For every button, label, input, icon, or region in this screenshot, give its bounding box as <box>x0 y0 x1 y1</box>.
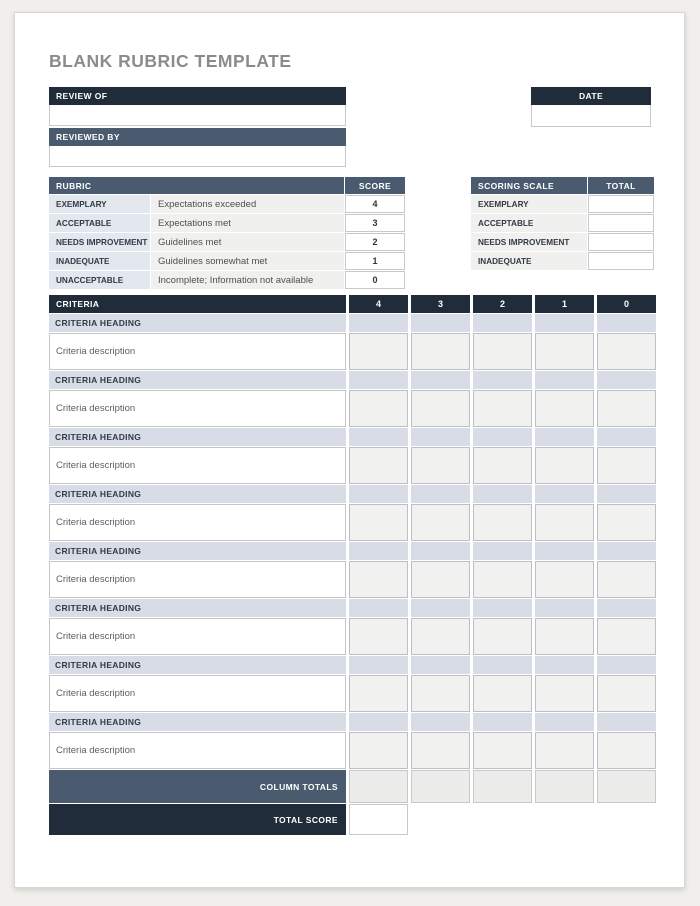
criteria-heading[interactable]: CRITERIA HEADING <box>49 542 346 560</box>
scoring-scale-total-cell[interactable] <box>588 214 654 232</box>
criteria-score-cell[interactable] <box>597 504 656 541</box>
scoring-scale-header <box>471 177 654 194</box>
criteria-heading-score-cell <box>473 713 532 731</box>
criteria-heading-score-cell <box>349 371 408 389</box>
criteria-heading-score-cell <box>411 314 470 332</box>
criteria-heading-score-cell <box>349 485 408 503</box>
total-score-cell[interactable] <box>349 804 408 835</box>
rubric-level-label: INADEQUATE <box>49 252 150 270</box>
criteria-heading-score-cell <box>535 656 594 674</box>
criteria-table-header <box>49 295 656 313</box>
criteria-heading-score-cell <box>535 713 594 731</box>
criteria-heading-row <box>49 314 656 332</box>
date-block <box>531 87 651 127</box>
review-of-input[interactable] <box>49 105 346 126</box>
criteria-heading-score-cell <box>349 599 408 617</box>
criteria-score-cell[interactable] <box>349 618 408 655</box>
criteria-score-cell[interactable] <box>473 732 532 769</box>
rubric-level-label: EXEMPLARY <box>49 195 150 213</box>
rubric-level-label: NEEDS IMPROVEMENT <box>49 233 150 251</box>
scoring-scale-row <box>471 252 654 270</box>
criteria-heading-score-cell <box>473 314 532 332</box>
review-of-block <box>49 87 346 126</box>
criteria-score-cell[interactable] <box>349 390 408 427</box>
criteria-score-cell[interactable] <box>597 333 656 370</box>
criteria-score-cell[interactable] <box>473 675 532 712</box>
criteria-description-row <box>49 333 656 370</box>
criteria-score-cell[interactable] <box>411 504 470 541</box>
rubric-level-description: Incomplete; Information not available <box>151 271 344 289</box>
criteria-score-cell[interactable] <box>535 390 594 427</box>
criteria-description-row <box>49 390 656 427</box>
criteria-score-cell[interactable] <box>535 618 594 655</box>
criteria-score-cell[interactable] <box>535 732 594 769</box>
scoring-scale-level-label: ACCEPTABLE <box>471 214 587 232</box>
criteria-score-cell[interactable] <box>411 732 470 769</box>
criteria-heading-score-cell <box>411 656 470 674</box>
criteria-score-column-header: 1 <box>535 295 594 313</box>
criteria-score-cell[interactable] <box>473 504 532 541</box>
rubric-score-value: 2 <box>345 233 405 251</box>
criteria-score-cell[interactable] <box>535 675 594 712</box>
scoring-scale-table <box>471 177 654 290</box>
criteria-heading-score-cell <box>411 371 470 389</box>
scoring-scale-rows <box>471 195 654 270</box>
criteria-score-cell[interactable] <box>597 561 656 598</box>
page-title: BLANK RUBRIC TEMPLATE <box>49 51 292 71</box>
reviewed-by-header: REVIEWED BY <box>49 128 346 146</box>
criteria-description-row <box>49 447 656 484</box>
total-score-row <box>49 804 656 835</box>
scoring-scale-row <box>471 233 654 251</box>
review-fields <box>49 87 346 167</box>
criteria-description[interactable]: Criteria description <box>49 675 346 712</box>
criteria-score-cell[interactable] <box>349 333 408 370</box>
criteria-heading-score-cell <box>535 542 594 560</box>
criteria-heading-score-cell <box>473 428 532 446</box>
review-of-header: REVIEW OF <box>49 87 346 105</box>
criteria-heading-score-cell <box>535 485 594 503</box>
criteria-rows <box>49 314 656 769</box>
column-total-cell[interactable] <box>473 770 532 803</box>
scoring-scale-level-label: INADEQUATE <box>471 252 587 270</box>
criteria-heading-row <box>49 485 656 503</box>
rubric-score-value: 3 <box>345 214 405 232</box>
rubric-row <box>49 195 405 213</box>
criteria-description[interactable]: Criteria description <box>49 618 346 655</box>
criteria-score-cell[interactable] <box>411 561 470 598</box>
criteria-score-cell[interactable] <box>535 561 594 598</box>
criteria-description[interactable]: Criteria description <box>49 504 346 541</box>
criteria-description[interactable]: Criteria description <box>49 561 346 598</box>
rubric-rows <box>49 195 405 289</box>
rubric-score-value: 0 <box>345 271 405 289</box>
column-total-cell[interactable] <box>349 770 408 803</box>
criteria-heading-row <box>49 428 656 446</box>
criteria-heading-score-cell <box>597 713 656 731</box>
criteria-score-cell[interactable] <box>535 447 594 484</box>
criteria-heading[interactable]: CRITERIA HEADING <box>49 485 346 503</box>
criteria-score-cell[interactable] <box>473 618 532 655</box>
criteria-score-cell[interactable] <box>535 504 594 541</box>
criteria-heading-score-cell <box>535 314 594 332</box>
criteria-heading-score-cell <box>535 599 594 617</box>
reviewed-by-input[interactable] <box>49 146 346 167</box>
scoring-scale-total-cell[interactable] <box>588 252 654 270</box>
criteria-description-row <box>49 561 656 598</box>
criteria-score-cell[interactable] <box>597 447 656 484</box>
criteria-heading-score-cell <box>597 656 656 674</box>
criteria-score-column-header: 3 <box>411 295 470 313</box>
criteria-score-cell[interactable] <box>473 333 532 370</box>
criteria-table <box>49 295 656 836</box>
rubric-level-label: UNACCEPTABLE <box>49 271 150 289</box>
rubric-row <box>49 271 405 289</box>
rubric-level-description: Guidelines met <box>151 233 344 251</box>
total-header-label: TOTAL <box>588 177 654 194</box>
criteria-description[interactable]: Criteria description <box>49 732 346 769</box>
scoring-scale-row <box>471 195 654 213</box>
criteria-description[interactable]: Criteria description <box>49 333 346 370</box>
criteria-heading-score-cell <box>349 314 408 332</box>
score-header-label: SCORE <box>345 177 405 194</box>
rubric-level-description: Expectations met <box>151 214 344 232</box>
criteria-heading[interactable]: CRITERIA HEADING <box>49 656 346 674</box>
criteria-score-cell[interactable] <box>411 447 470 484</box>
column-totals-label: COLUMN TOTALS <box>49 770 346 803</box>
rubric-score-value: 4 <box>345 195 405 213</box>
criteria-score-cell[interactable] <box>349 447 408 484</box>
rubric-row <box>49 214 405 232</box>
criteria-score-cell[interactable] <box>411 618 470 655</box>
criteria-heading-score-cell <box>349 542 408 560</box>
review-section <box>49 87 656 167</box>
criteria-description-row <box>49 732 656 769</box>
criteria-score-cell[interactable] <box>349 732 408 769</box>
legend-tables-section <box>49 177 656 290</box>
document-page <box>14 12 685 888</box>
criteria-description[interactable]: Criteria description <box>49 390 346 427</box>
criteria-score-cell[interactable] <box>411 390 470 427</box>
criteria-heading[interactable]: CRITERIA HEADING <box>49 371 346 389</box>
criteria-heading-score-cell <box>473 599 532 617</box>
criteria-score-cell[interactable] <box>349 675 408 712</box>
rubric-row <box>49 252 405 270</box>
reviewed-by-block <box>49 128 346 167</box>
criteria-score-cell[interactable] <box>473 390 532 427</box>
criteria-score-cell[interactable] <box>535 333 594 370</box>
criteria-score-cell[interactable] <box>473 447 532 484</box>
scoring-scale-total-cell[interactable] <box>588 233 654 251</box>
rubric-header-label: RUBRIC <box>49 177 344 194</box>
criteria-heading-score-cell <box>597 371 656 389</box>
criteria-description-row <box>49 618 656 655</box>
criteria-heading-score-cell <box>349 428 408 446</box>
criteria-heading-score-cell <box>535 371 594 389</box>
scoring-scale-total-cell[interactable] <box>588 195 654 213</box>
total-score-label: TOTAL SCORE <box>49 804 346 835</box>
criteria-description-row <box>49 675 656 712</box>
criteria-heading-score-cell <box>597 314 656 332</box>
rubric-level-description: Expectations exceeded <box>151 195 344 213</box>
criteria-heading-score-cell <box>411 542 470 560</box>
criteria-score-cell[interactable] <box>597 390 656 427</box>
scoring-scale-header-label: SCORING SCALE <box>471 177 587 194</box>
column-total-cell[interactable] <box>597 770 656 803</box>
rubric-score-value: 1 <box>345 252 405 270</box>
rubric-table-header <box>49 177 405 194</box>
date-input[interactable] <box>531 105 651 127</box>
criteria-heading-score-cell <box>473 656 532 674</box>
column-total-cell[interactable] <box>411 770 470 803</box>
criteria-heading-score-cell <box>597 599 656 617</box>
criteria-header-label: CRITERIA <box>49 295 346 313</box>
criteria-score-column-header: 4 <box>349 295 408 313</box>
criteria-score-column-header: 0 <box>597 295 656 313</box>
scoring-scale-level-label: EXEMPLARY <box>471 195 587 213</box>
criteria-heading-score-cell <box>349 656 408 674</box>
criteria-heading-score-cell <box>473 542 532 560</box>
scoring-scale-level-label: NEEDS IMPROVEMENT <box>471 233 587 251</box>
criteria-score-cell[interactable] <box>597 675 656 712</box>
criteria-heading-score-cell <box>535 428 594 446</box>
criteria-heading-row <box>49 371 656 389</box>
criteria-heading-score-cell <box>597 485 656 503</box>
criteria-heading-row <box>49 713 656 731</box>
column-total-cell[interactable] <box>535 770 594 803</box>
criteria-description[interactable]: Criteria description <box>49 447 346 484</box>
rubric-level-description: Guidelines somewhat met <box>151 252 344 270</box>
criteria-heading[interactable]: CRITERIA HEADING <box>49 713 346 731</box>
criteria-heading-score-cell <box>411 713 470 731</box>
criteria-score-column-header: 2 <box>473 295 532 313</box>
criteria-score-cell[interactable] <box>473 561 532 598</box>
criteria-heading[interactable]: CRITERIA HEADING <box>49 314 346 332</box>
criteria-score-cell[interactable] <box>349 561 408 598</box>
rubric-level-label: ACCEPTABLE <box>49 214 150 232</box>
criteria-heading-score-cell <box>597 542 656 560</box>
date-header: DATE <box>531 87 651 105</box>
criteria-heading-score-cell <box>411 599 470 617</box>
rubric-table <box>49 177 405 290</box>
scoring-scale-row <box>471 214 654 232</box>
column-totals-row <box>49 770 656 803</box>
criteria-heading-score-cell <box>411 428 470 446</box>
criteria-heading-score-cell <box>411 485 470 503</box>
criteria-heading-score-cell <box>349 713 408 731</box>
rubric-row <box>49 233 405 251</box>
criteria-heading-row <box>49 599 656 617</box>
criteria-heading-score-cell <box>473 485 532 503</box>
criteria-heading-score-cell <box>473 371 532 389</box>
criteria-heading[interactable]: CRITERIA HEADING <box>49 428 346 446</box>
criteria-score-cell[interactable] <box>411 675 470 712</box>
criteria-score-cell[interactable] <box>597 732 656 769</box>
criteria-score-cell[interactable] <box>411 333 470 370</box>
criteria-heading-row <box>49 656 656 674</box>
criteria-heading[interactable]: CRITERIA HEADING <box>49 599 346 617</box>
criteria-score-cell[interactable] <box>597 618 656 655</box>
criteria-heading-score-cell <box>597 428 656 446</box>
criteria-score-cell[interactable] <box>349 504 408 541</box>
criteria-description-row <box>49 504 656 541</box>
criteria-heading-row <box>49 542 656 560</box>
